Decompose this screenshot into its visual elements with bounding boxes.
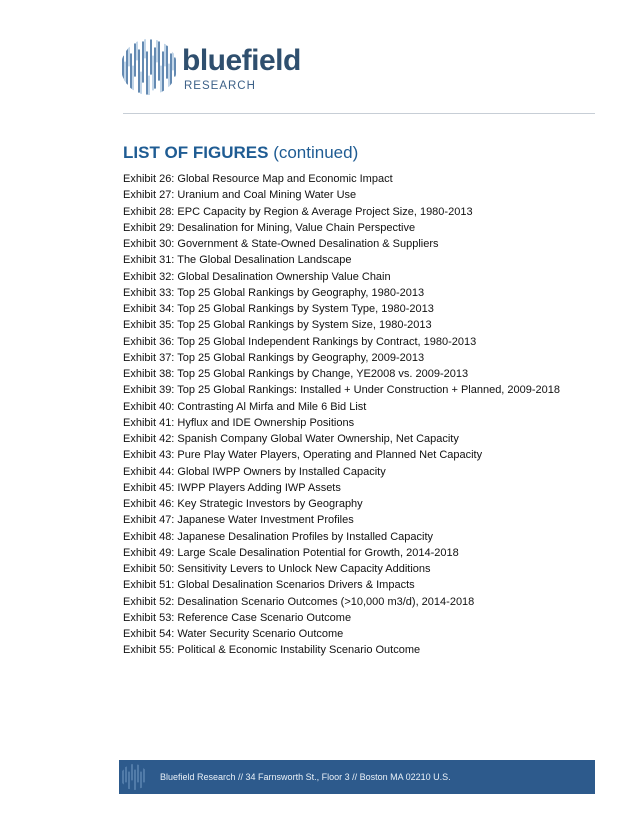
figure-list bbox=[123, 171, 623, 659]
bluefield-logo-mark-icon bbox=[118, 36, 180, 98]
list-item: Exhibit 46: Key Strategic Investors by Geography bbox=[123, 498, 363, 510]
list-item: Exhibit 29: Desalination for Mining, Value Chain Perspective bbox=[123, 221, 416, 234]
list-item: Exhibit 54: Water Security Scenario Outcome bbox=[123, 628, 344, 640]
list-item: Exhibit 40: Contrasting Al Mirfa and Mile 6 Bid List bbox=[123, 400, 367, 413]
list-item: Exhibit 43: Pure Play Water Players, Operating and Planned Net Capacity bbox=[123, 449, 483, 462]
list-item: Exhibit 53: Reference Case Scenario Outcome bbox=[123, 611, 352, 624]
footer-address: Bluefield Research // 34 Farnsworth St., Floor 3 // Boston MA 02210 U.S. bbox=[160, 772, 451, 782]
list-item: Exhibit 36: Top 25 Global Independent Rankings by Contract, 1980-2013 bbox=[123, 335, 477, 348]
page-title-main: LIST OF FIGURES bbox=[123, 143, 269, 162]
bluefield-logo bbox=[118, 36, 318, 98]
list-item: Exhibit 44: Global IWPP Owners by Installed Capacity bbox=[123, 465, 386, 478]
list-item: Exhibit 32: Global Desalination Ownership Value Chain bbox=[123, 270, 391, 283]
list-item: Exhibit 39: Top 25 Global Rankings: Installed + Under Construction + Planned, 2009-2018 bbox=[123, 384, 561, 397]
logo-wordmark: bluefield bbox=[182, 44, 301, 77]
list-item: Exhibit 34: Top 25 Global Rankings by System Type, 1980-2013 bbox=[123, 303, 434, 315]
list-item: Exhibit 49: Large Scale Desalination Potential for Growth, 2014-2018 bbox=[123, 546, 459, 559]
list-item: Exhibit 30: Government & State-Owned Desalination & Suppliers bbox=[123, 238, 439, 250]
list-item: Exhibit 28: EPC Capacity by Region & Average Project Size, 1980-2013 bbox=[123, 205, 473, 218]
header-divider bbox=[123, 113, 595, 114]
bluefield-footer-mark-icon bbox=[119, 762, 149, 792]
list-item: Exhibit 50: Sensitivity Levers to Unlock New Capacity Additions bbox=[123, 563, 431, 575]
logo-subtitle: RESEARCH bbox=[184, 80, 256, 92]
list-item: Exhibit 45: IWPP Players Adding IWP Assets bbox=[123, 481, 341, 494]
list-item: Exhibit 47: Japanese Water Investment Profiles bbox=[123, 514, 354, 527]
list-item: Exhibit 51: Global Desalination Scenarios Drivers & Impacts bbox=[123, 579, 415, 592]
list-item: Exhibit 31: The Global Desalination Landscape bbox=[123, 254, 352, 267]
page-title-suffix: (continued) bbox=[273, 143, 359, 162]
list-item: Exhibit 41: Hyflux and IDE Ownership Positions bbox=[123, 416, 355, 429]
footer-bar bbox=[119, 760, 595, 794]
list-item: Exhibit 35: Top 25 Global Rankings by System Size, 1980-2013 bbox=[123, 319, 432, 332]
list-item: Exhibit 37: Top 25 Global Rankings by Geography, 2009-2013 bbox=[123, 351, 425, 364]
list-item: Exhibit 27: Uranium and Coal Mining Water Use bbox=[123, 189, 357, 202]
list-item: Exhibit 42: Spanish Company Global Water Ownership, Net Capacity bbox=[123, 433, 459, 445]
list-item: Exhibit 55: Political & Economic Instability Scenario Outcome bbox=[123, 644, 421, 657]
list-item: Exhibit 33: Top 25 Global Rankings by Geography, 1980-2013 bbox=[123, 286, 425, 299]
list-item: Exhibit 48: Japanese Desalination Profiles by Installed Capacity bbox=[123, 530, 434, 543]
list-item: Exhibit 38: Top 25 Global Rankings by Change, YE2008 vs. 2009-2013 bbox=[123, 368, 469, 380]
list-item: Exhibit 26: Global Resource Map and Economic Impact bbox=[123, 173, 393, 185]
list-item: Exhibit 52: Desalination Scenario Outcomes (>10,000 m3/d), 2014-2018 bbox=[123, 595, 475, 608]
page-title bbox=[123, 140, 593, 166]
